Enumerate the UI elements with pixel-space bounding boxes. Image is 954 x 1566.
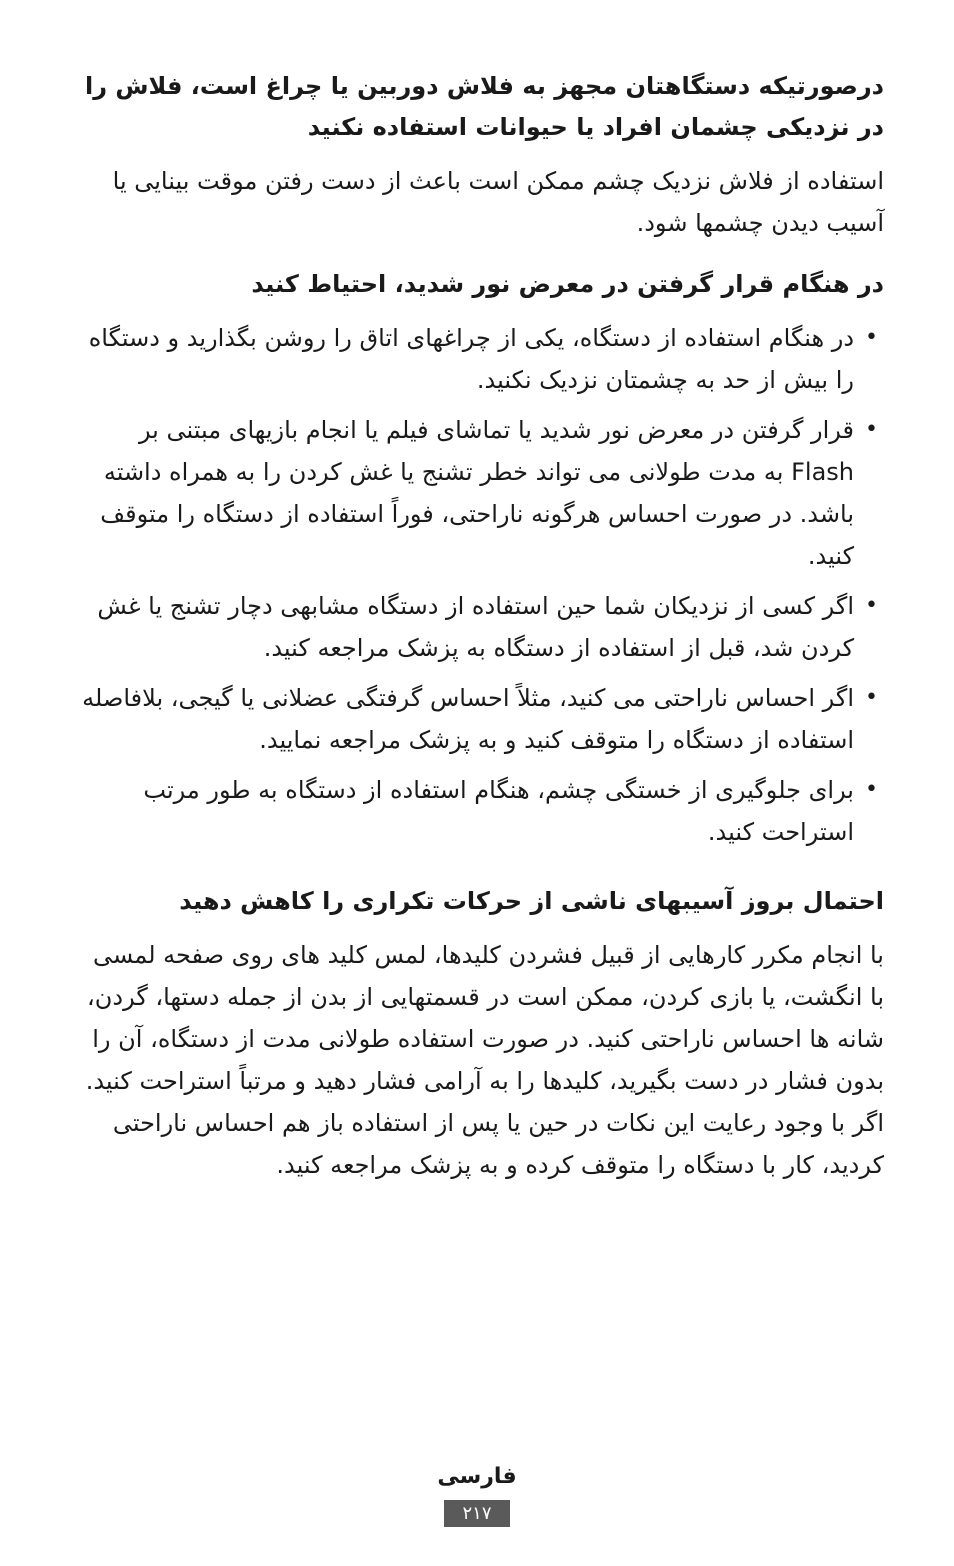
page-number: ۲۱۷ xyxy=(444,1500,510,1527)
bullet-icon: • xyxy=(865,685,878,710)
section-heading-bright-light: در هنگام قرار گرفتن در معرض نور شدید، احتیاط کنید xyxy=(251,270,884,298)
list-item xyxy=(78,677,884,761)
list-item-text: در هنگام استفاده از دستگاه، یکی از چراغهای اتاق را روشن بگذارید و دستگاه را بیش از حد به چشمتان نزدیک نکنید. xyxy=(88,324,854,394)
bullet-list xyxy=(78,317,884,853)
page-content xyxy=(78,66,884,1186)
footer-language: فارسی xyxy=(437,1464,517,1489)
list-item xyxy=(78,585,884,669)
paragraph-repetitive-motion: با انجام مکرر کارهایی از قبیل فشردن کلیدها، لمس کلید های روی صفحه لمسی با انگشت، یا بازی کردن، ممکن است در قسمتهایی از بدن از جمله دستها، گردن، شانه ها احساس ناراحتی کنید. در صورت استفاده طولانی مدت از دستگاه، آن را بدون فشار در دست بگیرید، کلیدها را به آرامی فشار دهید و مرتباً استراحت کنید. اگر با وجود رعایت این نکات در حین یا پس از استفاده باز هم احساس ناراحتی کردید، کار با دستگاه را متوقف کرده و به پزشک مراجعه کنید. xyxy=(85,941,884,1179)
list-item-text: برای جلوگیری از خستگی چشم، هنگام استفاده از دستگاه به طور مرتب استراحت کنید. xyxy=(143,776,854,846)
paragraph-flash: استفاده از فلاش نزدیک چشم ممکن است باعث از دست رفتن موقت بینایی یا آسیب دیدن چشمها شود. xyxy=(112,167,884,237)
list-item xyxy=(78,409,884,577)
bullet-icon: • xyxy=(865,325,878,350)
list-item xyxy=(78,769,884,853)
bullet-icon: • xyxy=(865,593,878,618)
bullet-icon: • xyxy=(865,777,878,802)
section-heading-repetitive-motion: احتمال بروز آسیبهای ناشی از حرکات تکراری را کاهش دهید xyxy=(179,887,884,915)
list-item xyxy=(78,317,884,401)
section-heading-flash: درصورتیکه دستگاهتان مجهز به فلاش دوربین یا چراغ است، فلاش را در نزدیکی چشمان افراد یا حیوانات استفاده نکنید xyxy=(84,72,884,141)
list-item-text: اگر احساس ناراحتی می کنید، مثلاً احساس گرفتگی عضلانی یا گیجی، بلافاصله استفاده از دستگاه را متوقف کنید و به پزشک مراجعه نمایید. xyxy=(82,684,854,754)
list-item-text: اگر کسی از نزدیکان شما حین استفاده از دستگاه مشابهی دچار تشنج یا غش کردن شد، قبل از استفاده از دستگاه به پزشک مراجعه کنید. xyxy=(97,592,854,662)
list-item-text: قرار گرفتن در معرض نور شدید یا تماشای فیلم یا انجام بازیهای مبتنی بر Flash به مدت طولانی می تواند خطر تشنج یا غش کردن را به همراه داشته باشد. در صورت احساس هرگونه ناراحتی، فوراً استفاده از دستگاه را متوقف کنید. xyxy=(100,416,854,570)
page-footer xyxy=(0,1462,954,1527)
bullet-icon: • xyxy=(865,417,878,442)
